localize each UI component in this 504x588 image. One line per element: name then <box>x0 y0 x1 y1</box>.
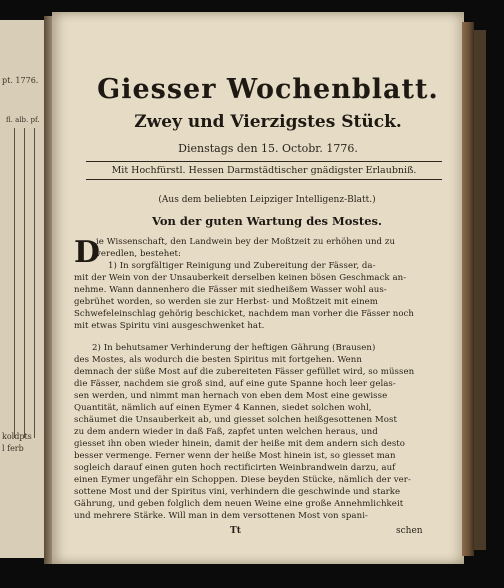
signature-mark: Tt <box>230 526 241 536</box>
body-line: besser vermenge. Ferner wenn der heiße Most hinein ist, so giesset man <box>74 451 396 461</box>
body-line: die Fässer, nachdem sie groß sind, auf eine gute Spanne hoch leer gelas- <box>74 379 396 389</box>
newspaper-page <box>52 12 464 564</box>
drop-capital: D <box>74 235 101 270</box>
body-line: sottene Most und der Spiritus vini, verhindern die geschwinde und starke <box>74 487 401 497</box>
body-line: einen Eymer ungefähr ein Schoppen. Diese beyden Stücke, nämlich der ver- <box>74 475 411 485</box>
issue-number: Zwey und Vierzigstes Stück. <box>134 112 402 132</box>
body-line: demnach der süße Most auf die zubereiteten Fässer gefüllet wird, so müssen <box>74 367 415 377</box>
left-page-header: pt. 1776. <box>2 76 39 85</box>
body-line: veredlen, bestehet: <box>96 249 181 259</box>
left-page-fragment <box>0 20 48 558</box>
body-line: des Mostes, als wodurch die besten Spiritus mit fortgehen. Wenn <box>74 355 362 365</box>
header-rule-bottom <box>86 179 442 180</box>
body-line: sogleich darauf einen guten hoch rectificirten Weinbrandwein darzu, auf <box>74 463 396 473</box>
body-line: 1) In sorgfältiger Reinigung und Zubereitung der Fässer, da- <box>108 261 376 271</box>
body-line: sen werden, und nimmt man hernach von eben dem Most eine gewisse <box>74 391 388 401</box>
body-line: mit der Wein von der Unsauberkeit derselben keinen bösen Geschmack an- <box>74 273 407 283</box>
body-line: schäumet die Unsauberkeit ab, und giesset solchen heißgesottenen Most <box>74 415 397 425</box>
body-line: mit etwas Spiritu vini ausgeschwenket hat. <box>74 321 265 331</box>
header-rule-top <box>86 161 442 162</box>
body-line: nehme. Wann dannenhero die Fässer mit siedheißem Wasser wohl aus- <box>74 285 387 295</box>
page-edge <box>462 22 474 556</box>
body-line: gebrühet worden, so werden sie zur Herbst- und Moßtzeit mit einem <box>74 297 378 307</box>
article-heading: Von der guten Wartung des Mostes. <box>151 214 383 228</box>
source-note: (Aus dem beliebten Leipziger Intelligenz-Blatt.) <box>158 195 376 205</box>
body-line: Gährung, und geben folglich dem neuen Weine eine große Annehmlichkeit <box>74 499 404 509</box>
body-line: zu dem andern wieder in daß Faß, zapfet unten welchen heraus, und <box>74 427 378 437</box>
body-line: Quantität, nämlich auf einen Eymer 4 Kannen, siedet solchen wohl, <box>74 403 372 413</box>
left-page-rule <box>14 128 15 438</box>
body-line: Schwefeleinschlag gehörig beschicket, nachdem man vorher die Fässer noch <box>74 309 415 319</box>
body-line: und mehrere Stärke. Will man in dem versottenen Most von spani- <box>74 511 368 521</box>
body-line: 2) In behutsamer Verhinderung der heftigen Gährung (Brausen) <box>92 343 376 353</box>
left-page-rule <box>24 128 25 438</box>
left-page-column-heads: fl. alb. pf. <box>6 116 40 124</box>
left-page-bottom-text: koldpts <box>2 432 32 441</box>
left-page-rule <box>34 128 35 438</box>
body-line: ie Wissenschaft, den Landwein bey der Moßtzeit zu erhöhen und zu <box>96 237 396 247</box>
privilege-line: Mit Hochfürstl. Hessen Darmstädtischer gnädigster Erlaubniß. <box>111 165 417 176</box>
left-page-bottom-text: l ferb <box>2 444 24 453</box>
body-line: giesset ihn oben wieder hinein, damit der heiße mit dem andern sich desto <box>74 439 406 449</box>
catchword: schen <box>396 526 423 536</box>
newspaper-title: Giesser Wochenblatt. <box>97 74 439 105</box>
issue-date: Dienstags den 15. Octobr. 1776. <box>178 142 358 155</box>
